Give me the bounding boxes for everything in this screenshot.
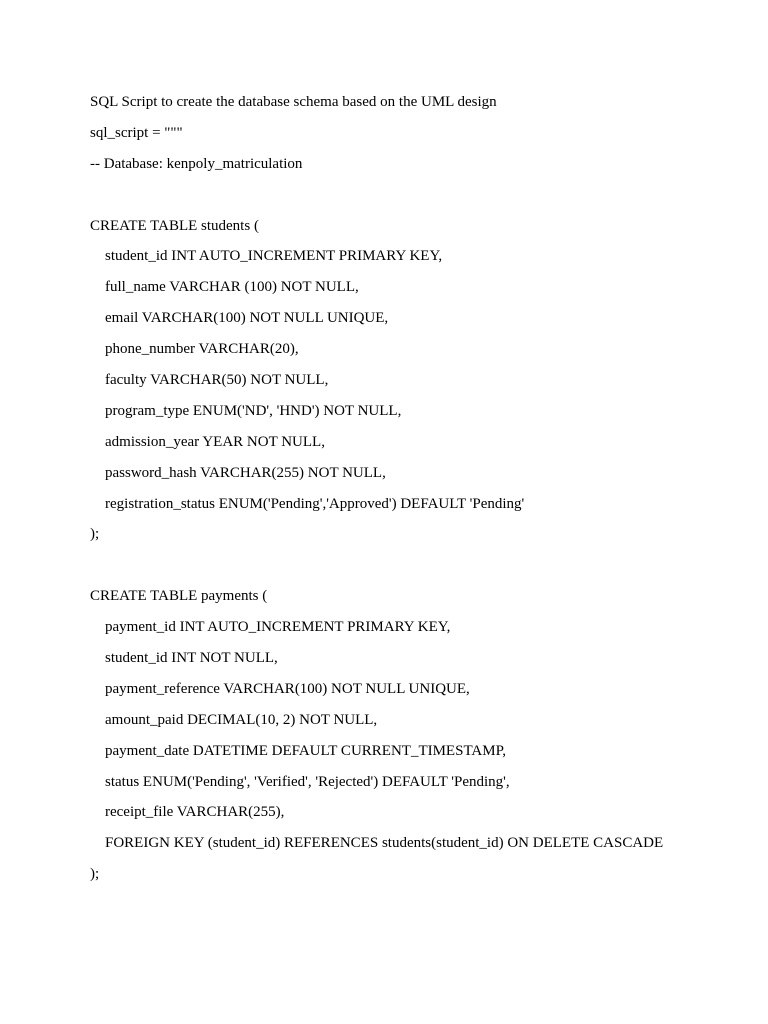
payments-column-line: payment_id INT AUTO_INCREMENT PRIMARY KEY, [105,619,451,636]
payments-column-line: payment_date DATETIME DEFAULT CURRENT_TIMESTAMP, [105,742,507,759]
students-column-line: registration_status ENUM('Pending','Approved') DEFAULT 'Pending' [105,495,525,512]
intro-line: SQL Script to create the database schema based on the UML design [90,94,497,110]
students-column-line: student_id INT AUTO_INCREMENT PRIMARY KEY, [105,248,443,265]
blank-line [90,185,750,216]
students-table-open: CREATE TABLE students ( [90,217,259,234]
payments-column-line: receipt_file VARCHAR(255), [105,804,285,821]
payments-column-line: status ENUM('Pending', 'Verified', 'Rejected') DEFAULT 'Pending', [105,773,510,790]
students-column-line: email VARCHAR(100) NOT NULL UNIQUE, [105,310,389,327]
students-column-line: phone_number VARCHAR(20), [105,341,299,358]
sql-script-text [90,92,750,895]
students-column-line: password_hash VARCHAR(255) NOT NULL, [105,464,386,481]
payments-column-line: payment_reference VARCHAR(100) NOT NULL UNIQUE, [105,680,470,697]
students-column-line: admission_year YEAR NOT NULL, [105,433,325,450]
students-column-line: program_type ENUM('ND', 'HND') NOT NULL, [105,402,402,419]
blank-line [90,555,750,586]
payments-foreign-key-line: FOREIGN KEY (student_id) REFERENCES students(student_id) ON DELETE CASCADE [105,835,664,852]
assignment-line: sql_script = """ [90,124,183,141]
students-column-line: faculty VARCHAR(50) NOT NULL, [105,372,329,389]
payments-column-line: student_id INT NOT NULL, [105,650,278,667]
payments-table-close: ); [90,866,100,883]
payments-column-line: amount_paid DECIMAL(10, 2) NOT NULL, [105,711,378,728]
database-comment-line: -- Database: kenpoly_matriculation [90,155,303,172]
students-column-line: full_name VARCHAR (100) NOT NULL, [105,279,359,296]
payments-table-open: CREATE TABLE payments ( [90,588,268,605]
students-table-close: ); [90,526,100,543]
